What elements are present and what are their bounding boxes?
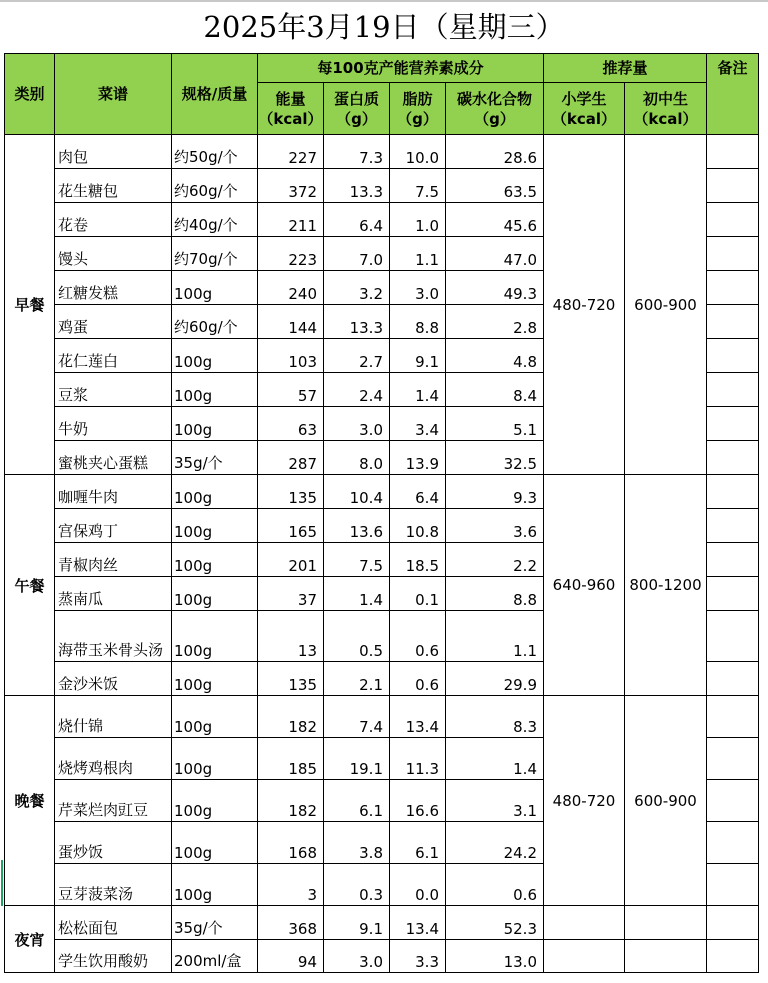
protein-cell: 2.7 xyxy=(324,339,390,373)
spec-cell: 100g xyxy=(172,822,258,864)
fat-cell: 1.0 xyxy=(390,203,446,237)
header-energy-unit: （kcal） xyxy=(258,109,323,128)
protein-cell: 8.0 xyxy=(324,441,390,475)
primary-recommend-cell xyxy=(544,906,625,940)
middle-recommend-cell: 800-1200 xyxy=(625,475,707,696)
fat-cell: 13.9 xyxy=(390,441,446,475)
energy-cell: 94 xyxy=(258,940,324,973)
fat-cell: 3.4 xyxy=(390,407,446,441)
dish-name-cell: 牛奶 xyxy=(55,407,172,441)
fat-cell: 6.4 xyxy=(390,475,446,509)
header-nutrition-group: 每100克产能营养素成分 xyxy=(258,54,544,83)
header-primary xyxy=(544,83,625,135)
carb-cell: 0.6 xyxy=(446,864,544,906)
fat-cell: 1.4 xyxy=(390,373,446,407)
table-row xyxy=(5,475,759,509)
header-carb xyxy=(446,83,544,135)
protein-cell: 2.1 xyxy=(324,662,390,696)
protein-cell: 10.4 xyxy=(324,475,390,509)
protein-cell: 13.3 xyxy=(324,169,390,203)
fat-cell: 13.4 xyxy=(390,696,446,738)
dish-name-cell: 青椒肉丝 xyxy=(55,543,172,577)
energy-cell: 223 xyxy=(258,237,324,271)
note-cell xyxy=(707,475,759,509)
spec-cell: 约40g/个 xyxy=(172,203,258,237)
header-recommend-group: 推荐量 xyxy=(544,54,707,83)
fat-cell: 10.0 xyxy=(390,135,446,169)
carb-cell: 13.0 xyxy=(446,940,544,973)
energy-cell: 63 xyxy=(258,407,324,441)
spec-cell: 100g xyxy=(172,662,258,696)
spec-cell: 约60g/个 xyxy=(172,305,258,339)
energy-cell: 240 xyxy=(258,271,324,305)
header-fat-unit: （g） xyxy=(397,109,438,128)
note-cell xyxy=(707,509,759,543)
note-cell xyxy=(707,543,759,577)
dish-name-cell: 豆芽菠菜汤 xyxy=(55,864,172,906)
spec-cell: 100g xyxy=(172,577,258,611)
header-fat-label: 脂肪 xyxy=(402,89,433,108)
spec-cell: 100g xyxy=(172,509,258,543)
dish-name-cell: 豆浆 xyxy=(55,373,172,407)
header-middle-label: 初中生 xyxy=(642,90,688,108)
spec-cell: 100g xyxy=(172,339,258,373)
energy-cell: 201 xyxy=(258,543,324,577)
note-cell xyxy=(707,373,759,407)
spec-cell: 100g xyxy=(172,611,258,662)
page-title: 2025年3月19日（星期三） xyxy=(203,10,565,44)
dish-name-cell: 芹菜烂肉豇豆 xyxy=(55,780,172,822)
protein-cell: 3.2 xyxy=(324,271,390,305)
note-cell xyxy=(707,169,759,203)
header-middle-unit: （kcal） xyxy=(633,110,698,128)
fat-cell: 13.4 xyxy=(390,906,446,940)
protein-cell: 3.8 xyxy=(324,822,390,864)
header-fat xyxy=(390,83,446,135)
fat-cell: 0.6 xyxy=(390,611,446,662)
carb-cell: 9.3 xyxy=(446,475,544,509)
fat-cell: 3.0 xyxy=(390,271,446,305)
dish-name-cell: 馒头 xyxy=(55,237,172,271)
dish-name-cell: 金沙米饭 xyxy=(55,662,172,696)
primary-recommend-cell xyxy=(544,940,625,973)
fat-cell: 9.1 xyxy=(390,339,446,373)
selection-edge-marker xyxy=(1,860,3,906)
fat-cell: 0.6 xyxy=(390,662,446,696)
spec-cell: 100g xyxy=(172,271,258,305)
carb-cell: 47.0 xyxy=(446,237,544,271)
fat-cell: 0.1 xyxy=(390,577,446,611)
note-cell xyxy=(707,237,759,271)
note-cell xyxy=(707,906,759,940)
header-energy-label: 能量 xyxy=(275,89,306,108)
category-cell: 午餐 xyxy=(5,475,55,696)
dish-name-cell: 花仁莲白 xyxy=(55,339,172,373)
carb-cell: 1.4 xyxy=(446,738,544,780)
dish-name-cell: 花生糖包 xyxy=(55,169,172,203)
protein-cell: 9.1 xyxy=(324,906,390,940)
table-row xyxy=(5,906,759,940)
energy-cell: 57 xyxy=(258,373,324,407)
note-cell xyxy=(707,780,759,822)
spec-cell: 约50g/个 xyxy=(172,135,258,169)
carb-cell: 28.6 xyxy=(446,135,544,169)
carb-cell: 32.5 xyxy=(446,441,544,475)
protein-cell: 0.3 xyxy=(324,864,390,906)
protein-cell: 19.1 xyxy=(324,738,390,780)
carb-cell: 29.9 xyxy=(446,662,544,696)
fat-cell: 7.5 xyxy=(390,169,446,203)
protein-cell: 7.4 xyxy=(324,696,390,738)
carb-cell: 63.5 xyxy=(446,169,544,203)
fat-cell: 11.3 xyxy=(390,738,446,780)
protein-cell: 0.5 xyxy=(324,611,390,662)
energy-cell: 144 xyxy=(258,305,324,339)
energy-cell: 211 xyxy=(258,203,324,237)
note-cell xyxy=(707,407,759,441)
header-protein xyxy=(324,83,390,135)
protein-cell: 7.3 xyxy=(324,135,390,169)
energy-cell: 135 xyxy=(258,662,324,696)
note-cell xyxy=(707,203,759,237)
carb-cell: 45.6 xyxy=(446,203,544,237)
spec-cell: 100g xyxy=(172,543,258,577)
fat-cell: 0.0 xyxy=(390,864,446,906)
header-energy xyxy=(258,83,324,135)
dish-name-cell: 红糖发糕 xyxy=(55,271,172,305)
protein-cell: 3.0 xyxy=(324,407,390,441)
note-cell xyxy=(707,662,759,696)
fat-cell: 8.8 xyxy=(390,305,446,339)
header-spec: 规格/质量 xyxy=(172,54,258,135)
header-dish: 菜谱 xyxy=(55,54,172,135)
dish-name-cell: 蛋炒饭 xyxy=(55,822,172,864)
dish-name-cell: 花卷 xyxy=(55,203,172,237)
note-cell xyxy=(707,577,759,611)
dish-name-cell: 蒸南瓜 xyxy=(55,577,172,611)
primary-recommend-cell: 480-720 xyxy=(544,696,625,906)
energy-cell: 372 xyxy=(258,169,324,203)
protein-cell: 3.0 xyxy=(324,940,390,973)
spec-cell: 100g xyxy=(172,696,258,738)
header-middle xyxy=(625,83,707,135)
note-cell xyxy=(707,135,759,169)
energy-cell: 165 xyxy=(258,509,324,543)
primary-recommend-cell: 640-960 xyxy=(544,475,625,696)
protein-cell: 13.6 xyxy=(324,509,390,543)
category-cell: 晚餐 xyxy=(5,696,55,906)
energy-cell: 227 xyxy=(258,135,324,169)
table-row xyxy=(5,696,759,738)
header-protein-label: 蛋白质 xyxy=(333,89,379,108)
note-cell xyxy=(707,864,759,906)
spec-cell: 35g/个 xyxy=(172,906,258,940)
energy-cell: 168 xyxy=(258,822,324,864)
carb-cell: 3.6 xyxy=(446,509,544,543)
energy-cell: 185 xyxy=(258,738,324,780)
fat-cell: 16.6 xyxy=(390,780,446,822)
table-row xyxy=(5,940,759,973)
fat-cell: 18.5 xyxy=(390,543,446,577)
header-carb-unit: （g） xyxy=(474,109,515,128)
carb-cell: 8.4 xyxy=(446,373,544,407)
spec-cell: 100g xyxy=(172,780,258,822)
spec-cell: 35g/个 xyxy=(172,441,258,475)
fat-cell: 10.8 xyxy=(390,509,446,543)
dish-name-cell: 学生饮用酸奶 xyxy=(55,940,172,973)
middle-recommend-cell: 600-900 xyxy=(625,696,707,906)
middle-recommend-cell xyxy=(625,906,707,940)
energy-cell: 182 xyxy=(258,780,324,822)
header-note: 备注 xyxy=(707,54,759,135)
header-protein-unit: （g） xyxy=(336,109,377,128)
energy-cell: 103 xyxy=(258,339,324,373)
dish-name-cell: 烧什锦 xyxy=(55,696,172,738)
note-cell xyxy=(707,822,759,864)
category-cell: 早餐 xyxy=(5,135,55,475)
carb-cell: 52.3 xyxy=(446,906,544,940)
dish-name-cell: 烧烤鸡根肉 xyxy=(55,738,172,780)
carb-cell: 1.1 xyxy=(446,611,544,662)
protein-cell: 13.3 xyxy=(324,305,390,339)
header-primary-label: 小学生 xyxy=(561,90,607,108)
spec-cell: 100g xyxy=(172,407,258,441)
carb-cell: 5.1 xyxy=(446,407,544,441)
carb-cell: 8.8 xyxy=(446,577,544,611)
category-cell: 夜宵 xyxy=(5,906,55,973)
spec-cell: 约70g/个 xyxy=(172,237,258,271)
note-cell xyxy=(707,738,759,780)
spec-cell: 100g xyxy=(172,738,258,780)
header-carb-label: 碳水化合物 xyxy=(456,89,532,108)
protein-cell: 6.1 xyxy=(324,780,390,822)
energy-cell: 287 xyxy=(258,441,324,475)
spec-cell: 100g xyxy=(172,373,258,407)
dish-name-cell: 咖喱牛肉 xyxy=(55,475,172,509)
spec-cell: 约60g/个 xyxy=(172,169,258,203)
energy-cell: 3 xyxy=(258,864,324,906)
note-cell xyxy=(707,940,759,973)
energy-cell: 182 xyxy=(258,696,324,738)
note-cell xyxy=(707,441,759,475)
dish-name-cell: 鸡蛋 xyxy=(55,305,172,339)
header-primary-unit: （kcal） xyxy=(551,110,617,128)
dish-name-cell: 肉包 xyxy=(55,135,172,169)
nutrition-menu-table xyxy=(4,53,759,973)
protein-cell: 1.4 xyxy=(324,577,390,611)
carb-cell: 3.1 xyxy=(446,780,544,822)
spec-cell: 100g xyxy=(172,864,258,906)
carb-cell: 24.2 xyxy=(446,822,544,864)
dish-name-cell: 蜜桃夹心蛋糕 xyxy=(55,441,172,475)
header-category: 类别 xyxy=(5,54,55,135)
fat-cell: 1.1 xyxy=(390,237,446,271)
primary-recommend-cell: 480-720 xyxy=(544,135,625,475)
note-cell xyxy=(707,611,759,662)
protein-cell: 7.0 xyxy=(324,237,390,271)
protein-cell: 2.4 xyxy=(324,373,390,407)
carb-cell: 8.3 xyxy=(446,696,544,738)
dish-name-cell: 海带玉米骨头汤 xyxy=(55,611,172,662)
protein-cell: 7.5 xyxy=(324,543,390,577)
dish-name-cell: 松松面包 xyxy=(55,906,172,940)
spec-cell: 100g xyxy=(172,475,258,509)
carb-cell: 49.3 xyxy=(446,271,544,305)
protein-cell: 6.4 xyxy=(324,203,390,237)
note-cell xyxy=(707,339,759,373)
dish-name-cell: 宫保鸡丁 xyxy=(55,509,172,543)
energy-cell: 135 xyxy=(258,475,324,509)
carb-cell: 2.8 xyxy=(446,305,544,339)
note-cell xyxy=(707,271,759,305)
table-row xyxy=(5,135,759,169)
spec-cell: 200ml/盒 xyxy=(172,940,258,973)
energy-cell: 37 xyxy=(258,577,324,611)
note-cell xyxy=(707,696,759,738)
note-cell xyxy=(707,305,759,339)
middle-recommend-cell xyxy=(625,940,707,973)
middle-recommend-cell: 600-900 xyxy=(625,135,707,475)
carb-cell: 4.8 xyxy=(446,339,544,373)
energy-cell: 368 xyxy=(258,906,324,940)
fat-cell: 6.1 xyxy=(390,822,446,864)
fat-cell: 3.3 xyxy=(390,940,446,973)
energy-cell: 13 xyxy=(258,611,324,662)
carb-cell: 2.2 xyxy=(446,543,544,577)
